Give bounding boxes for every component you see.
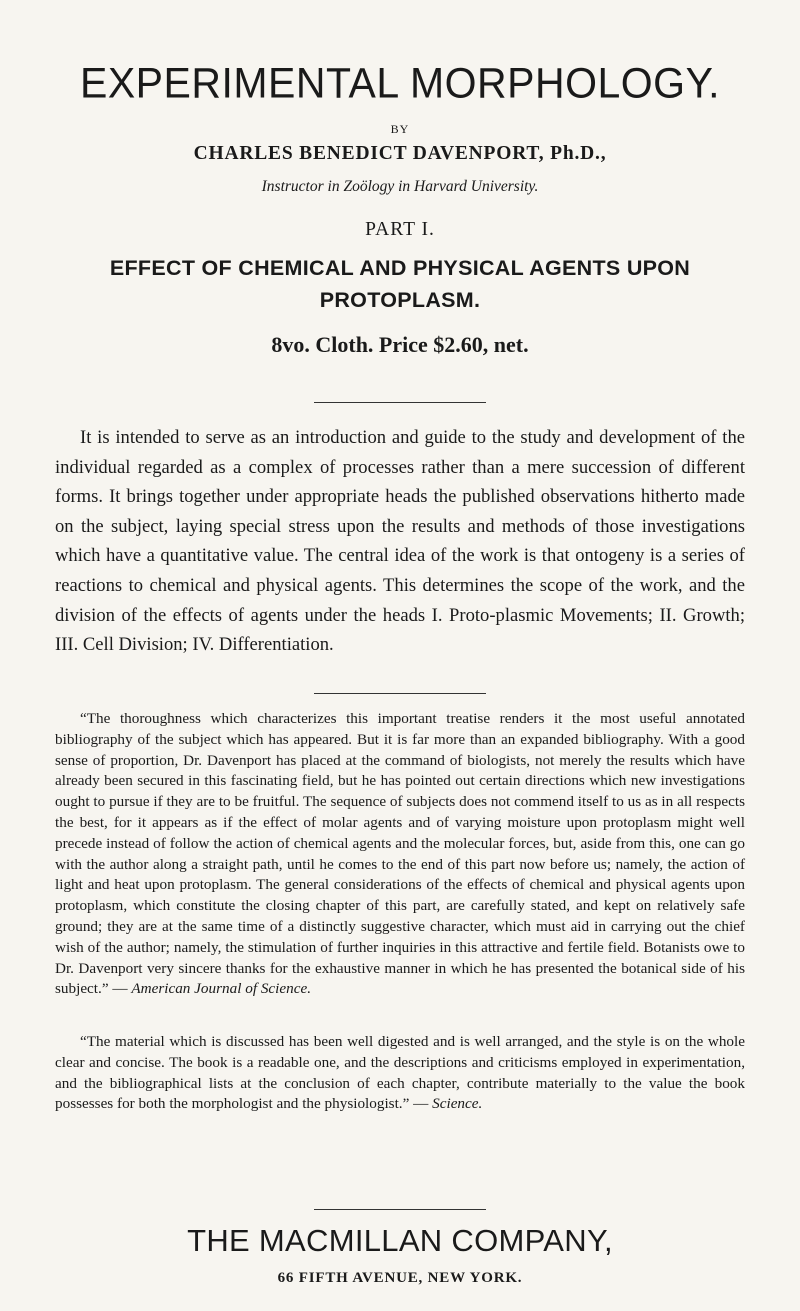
author-affiliation: Instructor in Zoölogy in Harvard University. — [261, 178, 539, 195]
review-text: “The material which is discussed has been well digested and is well arranged, and the style is on the whole clear and concise. The book is a readable one, and the descriptions and criticisms employed in experimentation, and the bibliographical lists at the conclusion of each chapter, contribute materially to the value the book possesses for both the morphologist and the physiologist.” — — [55, 1033, 745, 1113]
divider — [314, 693, 486, 694]
subtitle-line-1: EFFECT OF CHEMICAL AND PHYSICAL AGENTS UPON — [109, 256, 691, 280]
subtitle-line-2: PROTOPLASM. — [319, 288, 481, 312]
publisher-name: THE MACMILLAN COMPANY, — [187, 1223, 613, 1258]
author-name: CHARLES BENEDICT DAVENPORT, Ph.D., — [193, 143, 607, 164]
book-title: EXPERIMENTAL MORPHOLOGY. — [79, 58, 721, 108]
price-line: 8vo. Cloth. Price $2.60, net. — [271, 332, 529, 357]
publisher-address: 66 FIFTH AVENUE, NEW YORK. — [277, 1270, 523, 1286]
review-source: Science. — [432, 1095, 483, 1113]
part-heading: PART I. — [365, 219, 435, 240]
review-text: “The thoroughness which characterizes this important treatise renders it the most useful annotated bibliography of the subject which has appeared. But it is far more than an expanded bibliography. With a good sense of proportion, Dr. Davenport has placed at the command of biologists, not merely the results which have already been secured in this fascinating field, but he has pointed out certain directions which new investigations ought to pursue if they are to be fruitful. The sequence of subjects does not commend itself to us as in all respects the best, for it appears as if the effect of molar agents and of varying moisture upon protoplasm might well precede instead of follow the action of chemical agents and the molecular forces, but, aside from this, one can go with the author along a straight path, until he comes to the end of this part now before us; namely, the action of light and heat upon protoplasm. The general considerations of the effects of chemical and physical agents upon protoplasm, which constitute the closing chapter of this part, are carefully stated, and kept on relatively safe ground; they are at the same time of a distinctly suggestive character, which must aid in carrying out the chief wish of the author; namely, the stimulation of further inquiries in this attractive and fertile field. Botanists owe to Dr. Davenport very sincere thanks for the exhaustive manner in which he has presented the botanical side of his subject.” — — [55, 710, 745, 998]
review-quote — [55, 1032, 745, 1115]
review-source: American Journal of Science. — [131, 980, 312, 998]
part-subtitle — [0, 252, 800, 316]
description-paragraph: It is intended to serve as an introduction and guide to the study and development of the individual regarded as a complex of processes rather than a mere succession of different forms. It brings together under appropriate heads the published observations hitherto made on the subject, laying special stress upon the results and methods of those investigations which have a quantitative value. The central idea of the work is that ontogeny is a series of reactions to chemical and physical agents. This determines the scope of the work, and the division of the effects of agents under the heads I. Proto-plasmic Movements; II. Growth; III. Cell Division; IV. Differentiation. — [55, 427, 745, 656]
by-line: BY — [390, 122, 410, 136]
divider — [314, 1209, 486, 1210]
divider — [314, 402, 486, 403]
review-quote — [55, 709, 745, 1000]
